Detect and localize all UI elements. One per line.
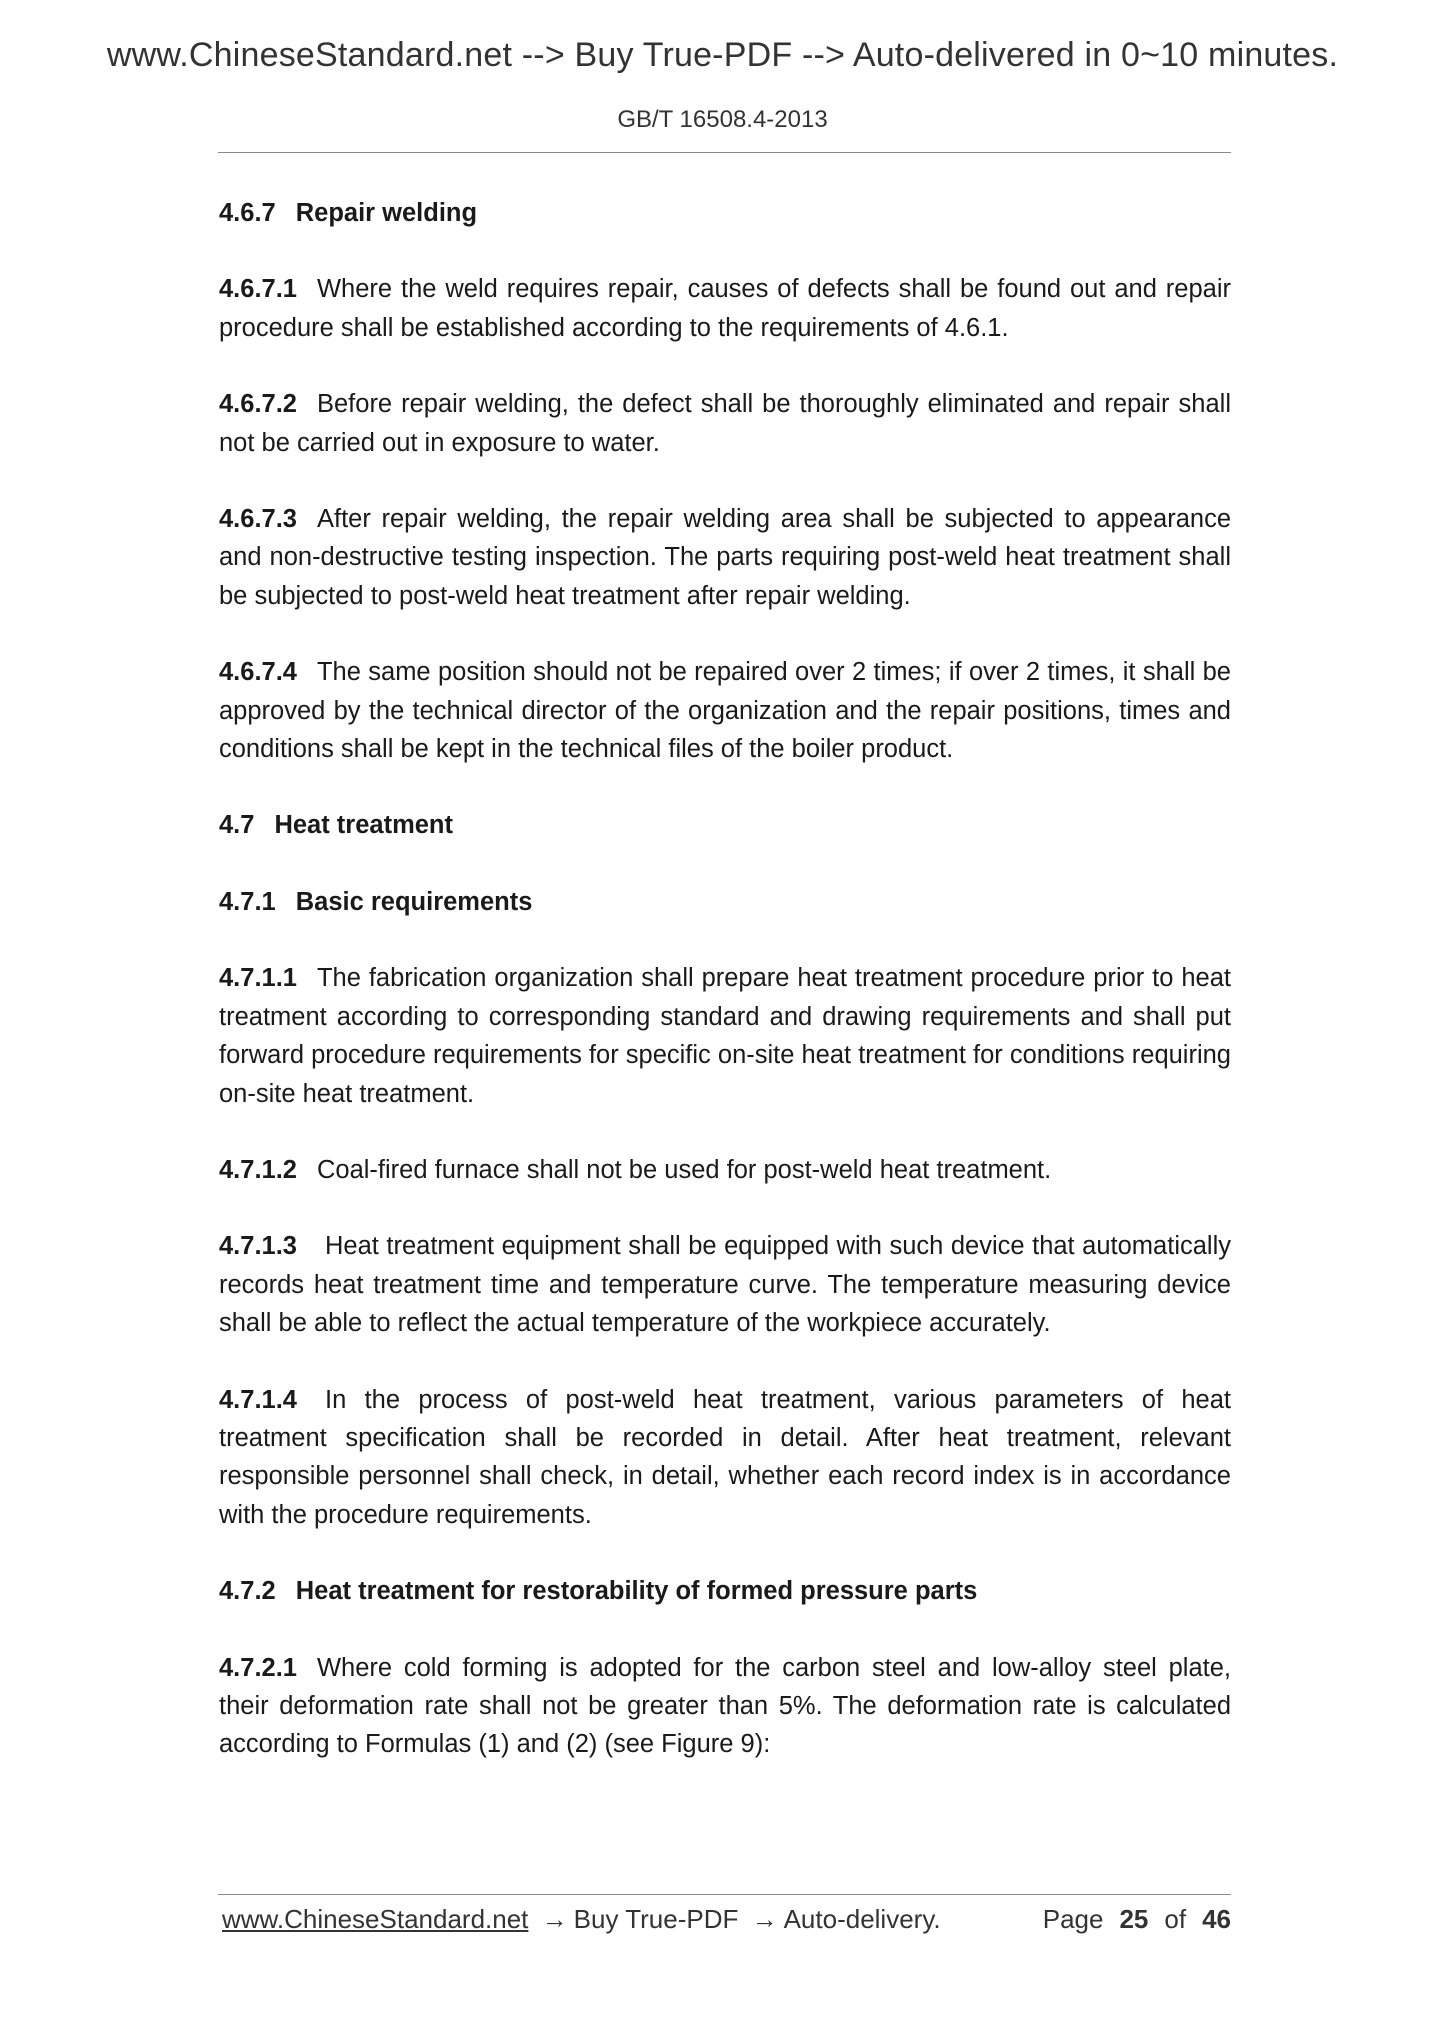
clause-text: After repair welding, the repair welding area shall be subjected to appearance and non-destructive testing inspection. The parts requiring post-weld heat treatment shall be subjected to post-weld heat treatment after repair welding. [219, 505, 1231, 610]
site-banner: www.ChineseStandard.net --> Buy True-PDF --> Auto-delivered in 0~10 minutes. [106, 36, 1339, 74]
clause-text: Coal-fired furnace shall not be used for post-weld heat treatment. [316, 1155, 1052, 1184]
clause-text: Heat treatment equipment shall be equipped with such device that automatically records heat treatment time and temperature curve. The temperature measuring device shall be able to reflect the actual temperature of the workpiece accurately. [219, 1232, 1231, 1338]
document-body [219, 194, 1231, 1802]
clause-text: Where cold forming is adopted for the carbon steel and low-alloy steel plate, their deformation rate shall not be greater than 5%. The deformation rate is calculated according to Formulas (1) and (2) (see Figure 9): [219, 1653, 1231, 1759]
buy-text: Buy True-PDF [573, 1904, 739, 1934]
page-indicator [1043, 1904, 1231, 1935]
clause-number: 4.7.1.3 [219, 1232, 297, 1261]
of-label: of [1164, 1904, 1187, 1934]
section-title: Heat treatment for restorability of formed pressure parts [295, 1577, 978, 1606]
clause-4-6-7-3 [219, 500, 1231, 615]
clause-number: 4.7.2.1 [219, 1653, 297, 1682]
clause-4-6-7-2 [219, 385, 1231, 462]
delivery-text: Auto-delivery. [783, 1904, 941, 1934]
clause-4-7-1-3 [219, 1227, 1231, 1342]
section-title: Basic requirements [295, 887, 533, 916]
clause-text: In the process of post-weld heat treatment, various parameters of heat treatment specification shall be recorded in detail. After heat treatment, relevant responsible personnel shall check, in detail, whether each record index is in accordance with the procedure requirements. [219, 1385, 1231, 1529]
site-link[interactable]: www.ChineseStandard.net [222, 1904, 529, 1934]
clause-4-7-2-1 [219, 1649, 1231, 1764]
clause-4-6-7-4 [219, 653, 1231, 768]
heading-4-7-1 [219, 883, 1231, 921]
clause-number: 4.7.1.4 [219, 1385, 297, 1414]
header-divider [218, 152, 1231, 153]
arrow-right-icon: → [541, 1904, 568, 1934]
clause-text: The fabrication organization shall prepare heat treatment procedure prior to heat treatment according to corresponding standard and drawing requirements and shall put forward procedure requirements for specific on-site heat treatment for conditions requiring on-site heat treatment. [219, 964, 1231, 1108]
clause-number: 4.6.7.2 [219, 390, 297, 419]
section-number: 4.6.7 [219, 199, 276, 227]
clause-4-7-1-1 [219, 959, 1231, 1113]
page-footer [222, 1904, 1231, 1935]
heading-4-7-2 [219, 1572, 1231, 1610]
clause-text: The same position should not be repaired over 2 times; if over 2 times, it shall be approved by the technical director of the organization and the repair positions, times and conditions shall be kept in the technical files of the boiler product. [219, 658, 1231, 764]
clause-number: 4.7.1.1 [219, 964, 297, 993]
clause-4-7-1-4 [219, 1381, 1231, 1535]
arrow-right-icon: → [751, 1904, 778, 1934]
clause-number: 4.6.7.1 [219, 275, 297, 304]
clause-4-6-7-1 [219, 270, 1231, 347]
heading-4-7 [219, 806, 1231, 844]
page-number: 25 [1119, 1904, 1149, 1934]
clause-number: 4.6.7.4 [219, 658, 297, 687]
page-total: 46 [1202, 1904, 1231, 1934]
section-number: 4.7.1 [219, 887, 276, 916]
document-code: GB/T 16508.4-2013 [617, 106, 828, 133]
clause-4-7-1-2 [219, 1151, 1231, 1189]
section-title: Heat treatment [274, 811, 454, 840]
section-number: 4.7 [219, 811, 255, 840]
footer-divider [218, 1894, 1231, 1895]
heading-4-6-7 [219, 194, 1231, 232]
section-number: 4.7.2 [219, 1577, 276, 1606]
footer-promo [222, 1904, 941, 1935]
page-label: Page [1042, 1904, 1104, 1934]
clause-number: 4.6.7.3 [219, 505, 297, 534]
section-title: Repair welding [295, 199, 478, 227]
clause-text: Where the weld requires repair, causes of defects shall be found out and repair procedure shall be established according to the requirements of 4.6.1. [219, 275, 1231, 342]
clause-text: Before repair welding, the defect shall be thoroughly eliminated and repair shall not be carried out in exposure to water. [219, 390, 1231, 457]
clause-number: 4.7.1.2 [219, 1155, 297, 1184]
